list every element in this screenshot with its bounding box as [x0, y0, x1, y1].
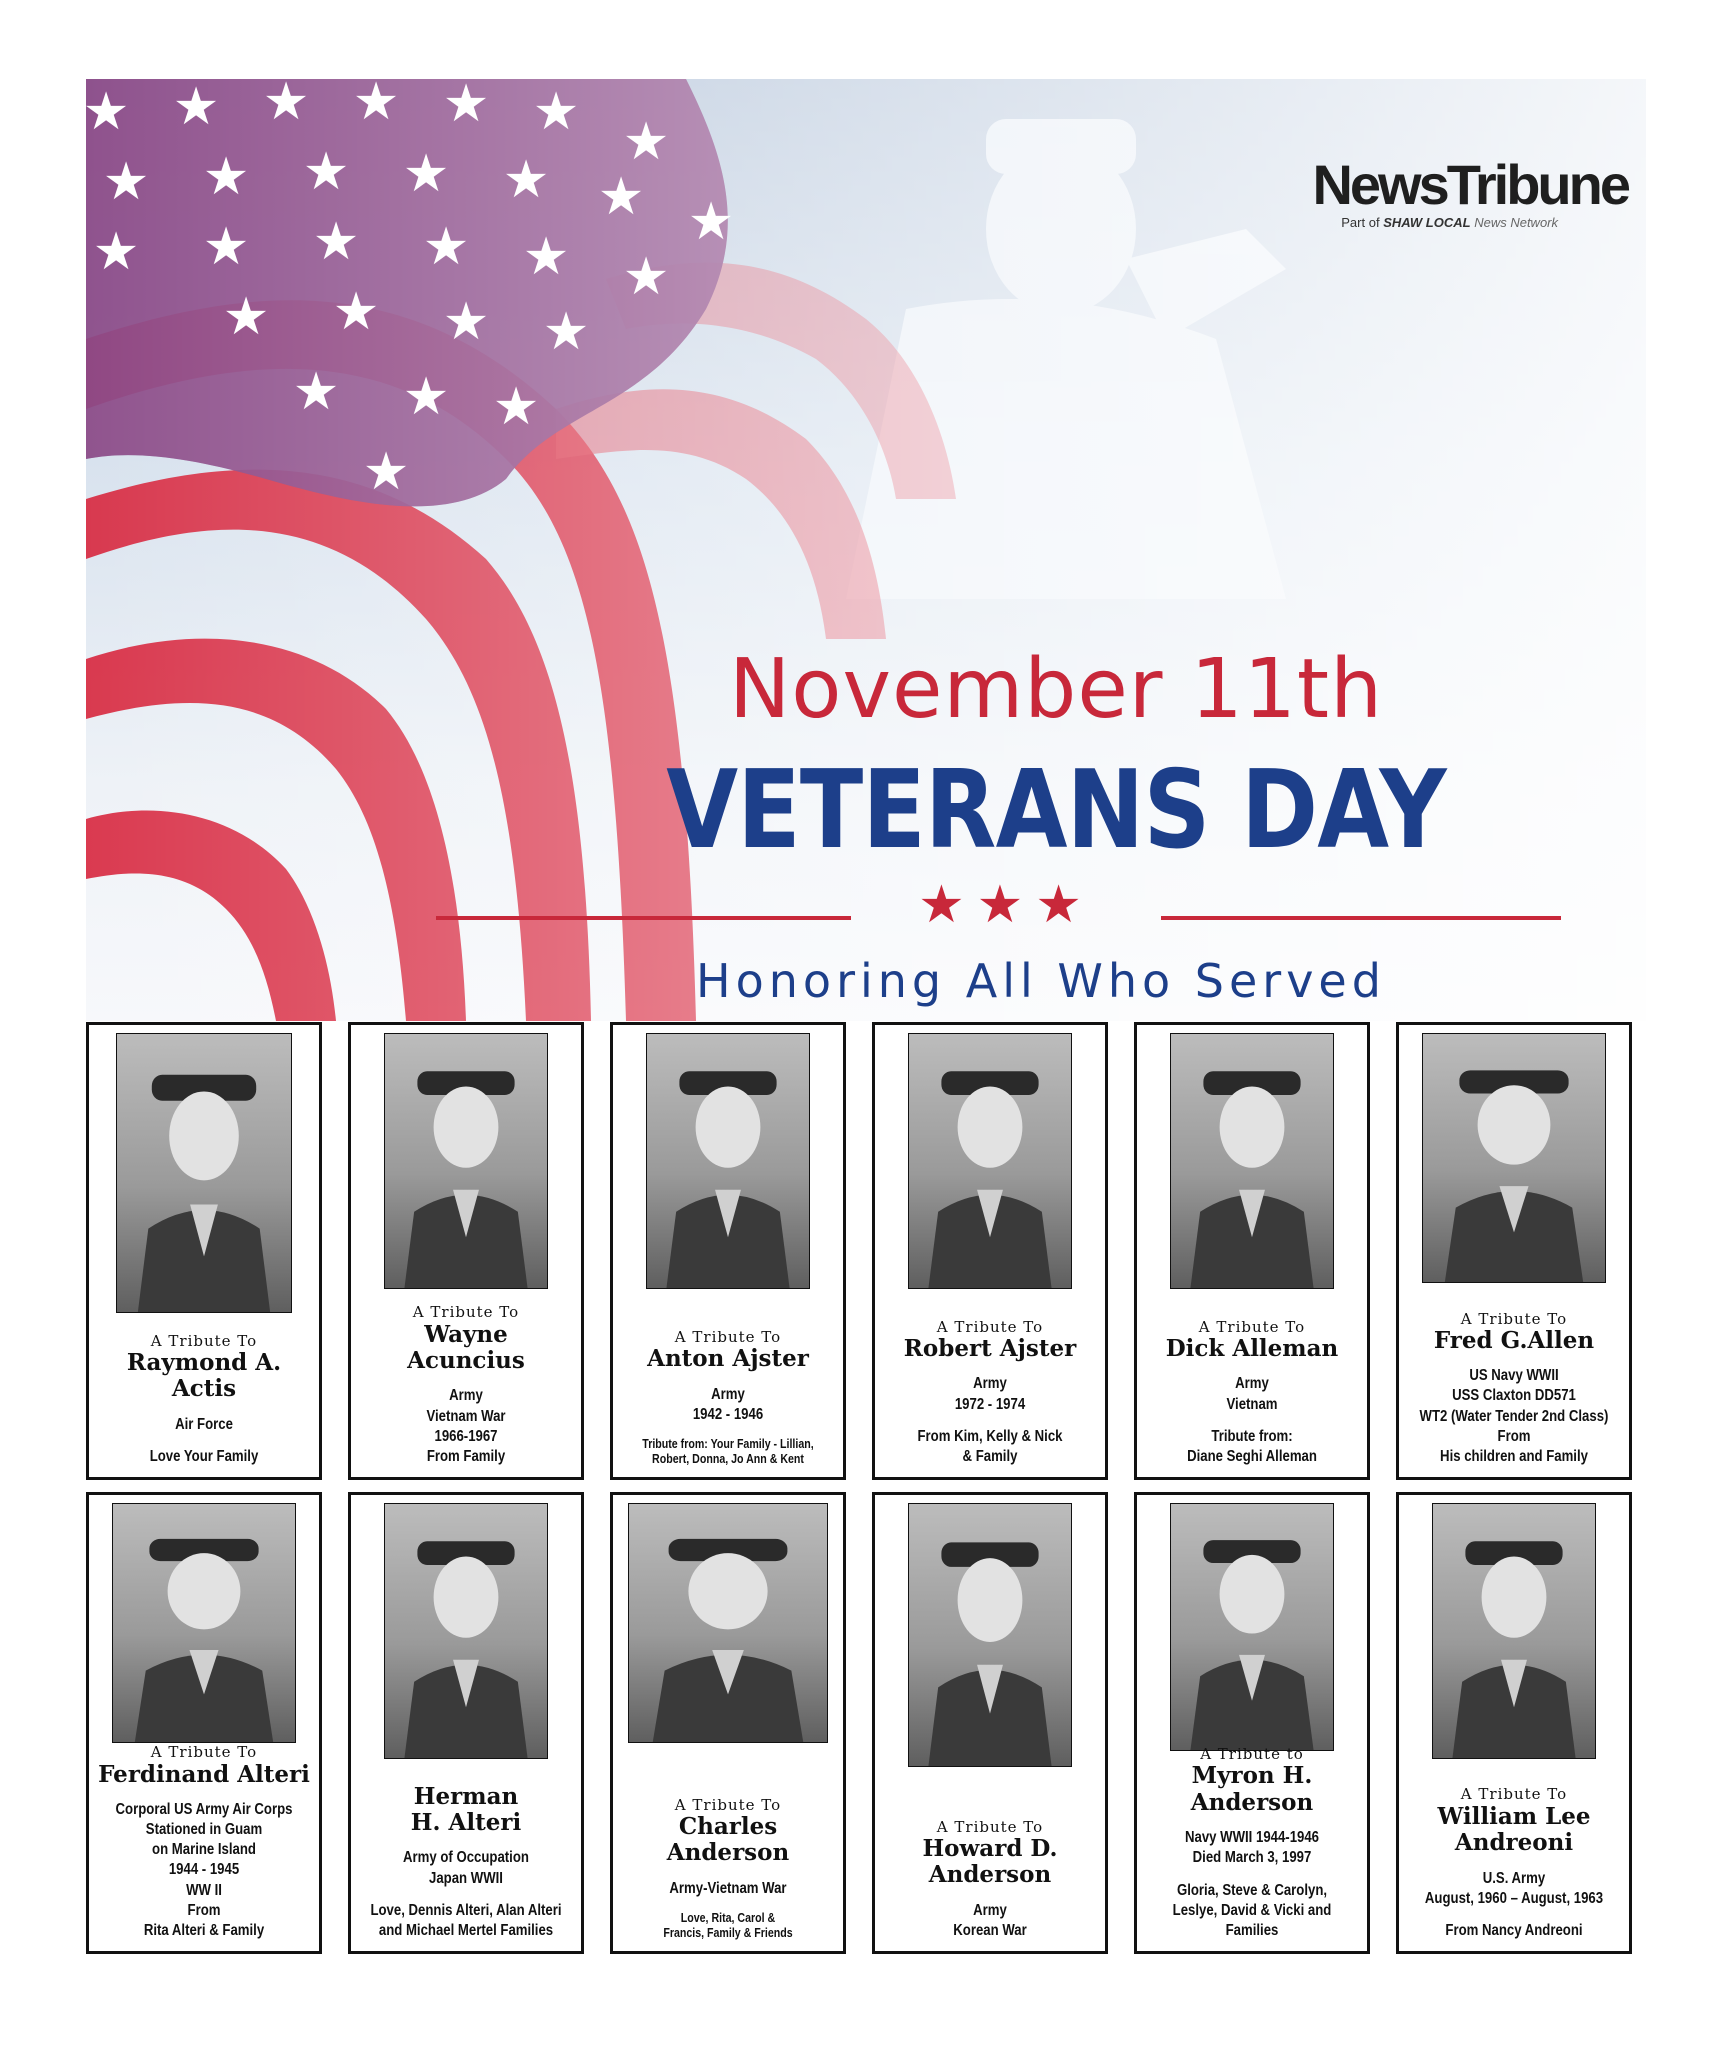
veteran-name: Anderson [928, 1861, 1052, 1889]
veteran-portrait [384, 1503, 548, 1759]
veteran-name: Raymond A. [126, 1348, 282, 1376]
headline: VETERANS DAY [666, 748, 1446, 873]
veteran-portrait [112, 1503, 296, 1743]
service-line: Japan WWII [429, 1869, 503, 1887]
tribute-header: A Tribute To [412, 1303, 520, 1322]
stars-decoration: ★★★ [918, 876, 1094, 934]
veteran-name: Charles [678, 1812, 778, 1840]
service-line: Love Your Family [149, 1447, 259, 1465]
tribute-header: A Tribute to [1200, 1745, 1304, 1764]
tribute-text [613, 1329, 843, 1477]
veteran-portrait [628, 1503, 828, 1743]
service-line: 1944 - 1945 [168, 1861, 240, 1879]
portrait-silhouette [1423, 1034, 1605, 1282]
bottom-padding [1137, 1467, 1367, 1477]
spacer [875, 1415, 1105, 1427]
service-line: Navy WWII 1944-1946 [1184, 1829, 1320, 1847]
spacer [1399, 1857, 1629, 1869]
spacer [89, 1435, 319, 1447]
veteran-name: Wayne [424, 1320, 508, 1348]
tribute-card [86, 1022, 322, 1480]
portrait-silhouette [1171, 1034, 1333, 1288]
portrait-silhouette [647, 1034, 809, 1288]
veteran-portrait [384, 1033, 548, 1289]
bottom-padding [613, 1467, 843, 1477]
tribute-header: A Tribute To [1460, 1785, 1568, 1804]
service-line: 1966-1967 [434, 1427, 498, 1445]
bottom-padding [1137, 1941, 1367, 1951]
tribute-text [1137, 1746, 1367, 1951]
bottom-padding [1399, 1467, 1629, 1477]
veteran-name: Howard D. [922, 1834, 1058, 1862]
service-line: Army [973, 1901, 1007, 1919]
veteran-name: William Lee [1437, 1802, 1591, 1830]
service-line: Army-Vietnam War [669, 1879, 787, 1897]
service-line: on Marine Island [152, 1841, 256, 1859]
veteran-name: Fred G.Allen [1433, 1326, 1595, 1354]
tribute-card [1134, 1492, 1370, 1954]
tribute-card [872, 1492, 1108, 1954]
service-line: Army [449, 1387, 483, 1405]
portrait-silhouette [909, 1504, 1071, 1766]
service-line: 1942 - 1946 [692, 1405, 764, 1423]
bottom-padding [875, 1467, 1105, 1477]
veteran-portrait [908, 1503, 1072, 1767]
service-line: Died March 3, 1997 [1192, 1849, 1312, 1867]
service-line: From Kim, Kelly & Nick [917, 1427, 1063, 1445]
service-line: Rita Alteri & Family [143, 1921, 265, 1939]
veteran-portrait [1422, 1033, 1606, 1283]
network-suffix: News Network [1474, 215, 1558, 230]
spacer [351, 1374, 581, 1386]
tribute-text [1137, 1319, 1367, 1477]
bottom-padding [351, 1467, 581, 1477]
tribute-from-line: Robert, Donna, Jo Ann & Kent [652, 1452, 804, 1466]
bottom-padding [613, 1941, 843, 1951]
tribute-header: A Tribute To [1198, 1317, 1306, 1336]
veteran-name: Myron H. [1191, 1762, 1313, 1790]
service-line: WT2 (Water Tender 2nd Class) [1419, 1407, 1609, 1425]
divider-right [1161, 916, 1561, 920]
veteran-name: Acuncius [407, 1347, 525, 1374]
tribute-card [348, 1492, 584, 1954]
spacer [1137, 1869, 1367, 1881]
service-line: US Navy WWII [1469, 1367, 1559, 1385]
spacer [89, 1403, 319, 1415]
spacer [1137, 1362, 1367, 1374]
portrait-silhouette [1171, 1504, 1333, 1750]
veteran-name: Ferdinand Alteri [98, 1760, 310, 1788]
tribute-header: A Tribute To [674, 1795, 782, 1814]
veteran-portrait [1170, 1033, 1334, 1289]
tribute-text [89, 1744, 319, 1951]
network-prefix: Part of [1341, 215, 1380, 230]
bottom-padding [89, 1467, 319, 1477]
veteran-name: H. Alteri [410, 1809, 522, 1836]
tribute-card [348, 1022, 584, 1480]
veteran-portrait [908, 1033, 1072, 1289]
portrait-silhouette [385, 1034, 547, 1288]
divider-left [436, 916, 851, 920]
bottom-padding [351, 1941, 581, 1951]
service-line: Army [1235, 1375, 1269, 1393]
spacer [613, 1425, 843, 1437]
service-line: Vietnam War [426, 1407, 506, 1425]
portrait-silhouette [113, 1504, 295, 1742]
veteran-name: Herman [413, 1782, 519, 1810]
network-line [1312, 215, 1628, 230]
service-line: and Michael Mertel Families [378, 1921, 554, 1939]
spacer [613, 1373, 843, 1385]
spacer [613, 1867, 843, 1879]
service-line: WW II [186, 1881, 222, 1899]
service-line: Diane Seghi Alleman [1187, 1447, 1317, 1465]
service-line: Army of Occupation [403, 1849, 529, 1867]
service-line: Gloria, Steve & Carolyn, [1176, 1881, 1328, 1899]
spacer [89, 1788, 319, 1800]
veteran-name: Anderson [666, 1839, 790, 1867]
service-line: From Nancy Andreoni [1445, 1921, 1583, 1939]
service-line: Tribute from: [1211, 1427, 1293, 1445]
service-line: & Family [962, 1447, 1018, 1465]
portrait-silhouette [385, 1504, 547, 1758]
service-line: Stationed in Guam [145, 1821, 263, 1839]
banner [86, 79, 1646, 1021]
spacer [875, 1889, 1105, 1901]
spacer [351, 1889, 581, 1901]
service-line: Air Force [175, 1415, 233, 1433]
service-line: Army [973, 1375, 1007, 1393]
service-line: Vietnam [1226, 1395, 1278, 1413]
tribute-header: A Tribute To [936, 1817, 1044, 1836]
service-line: His children and Family [1440, 1447, 1588, 1465]
veteran-name: Actis [171, 1375, 237, 1403]
brand-name: NewsTribune [1312, 153, 1628, 216]
tribute-from-line: Francis, Family & Friends [663, 1926, 793, 1940]
bottom-padding [875, 1941, 1105, 1951]
veteran-name: Dick Alleman [1165, 1335, 1339, 1362]
service-line: USS Claxton DD571 [1452, 1387, 1576, 1405]
tribute-header: A Tribute To [150, 1743, 258, 1762]
network-name: SHAW LOCAL [1383, 215, 1471, 230]
portrait-silhouette [117, 1034, 291, 1312]
tribute-text [89, 1333, 319, 1477]
event-date: November 11th [728, 642, 1384, 737]
veteran-portrait [116, 1033, 292, 1313]
tribute-card [610, 1022, 846, 1480]
bottom-padding [1399, 1941, 1629, 1951]
veteran-portrait [1432, 1503, 1596, 1759]
spacer [613, 1899, 843, 1911]
tribute-text [613, 1797, 843, 1951]
tribute-from-line: Tribute from: Your Family - Lillian, [642, 1437, 814, 1451]
tribute-header: A Tribute To [1460, 1309, 1568, 1328]
veteran-portrait [646, 1033, 810, 1289]
newstribune-logo [1312, 153, 1628, 230]
service-line: Army [711, 1385, 745, 1403]
service-line: From Family [426, 1447, 506, 1465]
veteran-name: Andreoni [1454, 1829, 1574, 1857]
spacer [1399, 1909, 1629, 1921]
service-line: Families [1225, 1921, 1279, 1939]
spacer [351, 1836, 581, 1848]
tribute-text [1399, 1311, 1629, 1477]
tribute-text [875, 1819, 1105, 1951]
spacer [1137, 1816, 1367, 1828]
service-line: Korean War [953, 1921, 1027, 1939]
tribute-header: A Tribute To [936, 1317, 1044, 1336]
spacer [875, 1362, 1105, 1374]
veteran-name: Robert Ajster [903, 1335, 1077, 1362]
portrait-silhouette [1433, 1504, 1595, 1758]
tribute-card [1396, 1022, 1632, 1480]
tribute-header: A Tribute To [674, 1328, 782, 1347]
service-line: Corporal US Army Air Corps [115, 1801, 293, 1819]
tribute-from-line: Love, Rita, Carol & [680, 1911, 776, 1925]
tribute-text [351, 1784, 581, 1951]
bottom-padding [89, 1941, 319, 1951]
service-line: Love, Dennis Alteri, Alan Alteri [370, 1901, 562, 1919]
tribute-card [1134, 1022, 1370, 1480]
service-line: August, 1960 – August, 1963 [1424, 1889, 1604, 1907]
tribute-card [1396, 1492, 1632, 1954]
veteran-name: Anton Ajster [647, 1345, 809, 1373]
portrait-silhouette [909, 1034, 1071, 1288]
spacer [1399, 1354, 1629, 1366]
tribute-text [1399, 1786, 1629, 1951]
spacer [1137, 1415, 1367, 1427]
tribute-header: A Tribute To [150, 1331, 258, 1350]
tribute-text [875, 1319, 1105, 1477]
veteran-portrait [1170, 1503, 1334, 1751]
tribute-card [872, 1022, 1108, 1480]
tagline: Honoring All Who Served [696, 954, 1386, 1008]
tribute-text [351, 1304, 581, 1477]
service-line: From [187, 1901, 221, 1919]
service-line: U.S. Army [1482, 1869, 1546, 1887]
portrait-silhouette [629, 1504, 827, 1742]
veteran-name: Anderson [1190, 1788, 1314, 1816]
service-line: Leslye, David & Vicki and [1172, 1901, 1332, 1919]
tribute-card [610, 1492, 846, 1954]
tribute-card [86, 1492, 322, 1954]
service-line: 1972 - 1974 [954, 1395, 1026, 1413]
service-line: From [1497, 1427, 1531, 1445]
